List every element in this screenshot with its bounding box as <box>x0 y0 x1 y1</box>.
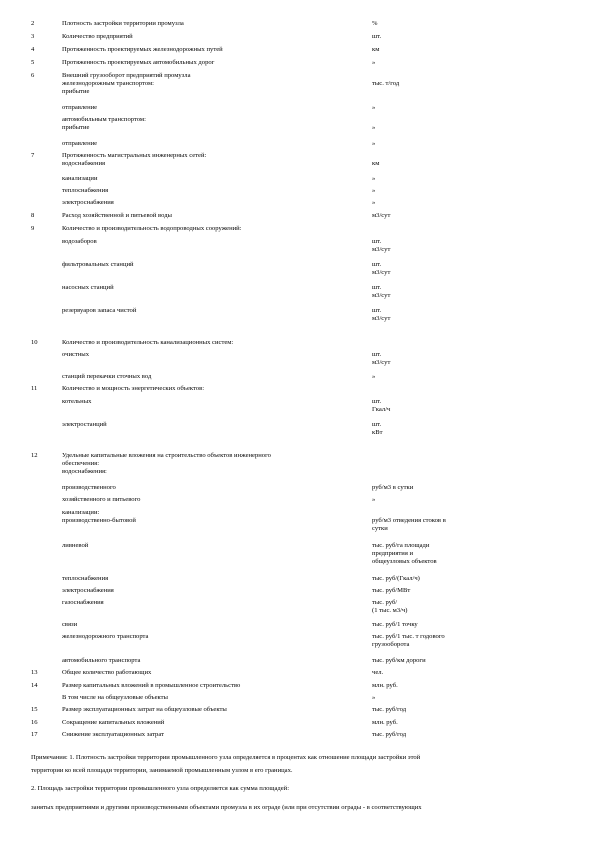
indicator-name <box>62 339 362 347</box>
indicator-name-line: Протяженность магистральных инженерных сетей: <box>62 152 207 159</box>
indicator-name-line: Количество и производительность водопроводных сооружений: <box>62 225 242 232</box>
indicator-name <box>62 175 362 183</box>
row-number <box>31 104 33 112</box>
indicator-name <box>62 261 362 269</box>
unit <box>372 657 482 665</box>
indicator-name-line: Внешний грузооборот предприятий промузла <box>62 72 191 79</box>
indicator-name-line: Общее количество работающих <box>62 669 152 676</box>
indicator-name-line: Удельные капитальные вложения на строительство объектов инженерного <box>62 452 271 459</box>
unit-line: » <box>372 124 376 132</box>
indicator-name-line: автомобильного транспорта <box>62 657 141 664</box>
row-number: 8 <box>31 212 35 219</box>
unit-line: чел. <box>372 669 384 676</box>
indicator-name-line: связи <box>62 621 78 628</box>
indicator-name-line: теплоснабжения <box>62 187 109 194</box>
unit <box>372 46 482 54</box>
unit <box>372 421 482 437</box>
indicator-name <box>62 599 362 607</box>
unit <box>372 212 482 220</box>
indicator-name-line: Количество и мощность энергетических объектов: <box>62 385 205 392</box>
unit-line: км <box>372 46 380 53</box>
unit <box>372 72 482 88</box>
row-number: 12 <box>31 452 38 459</box>
unit-line: тыс. руб/МВт <box>372 587 411 594</box>
indicator-name <box>62 59 362 67</box>
indicator-name-line: электроснабжения <box>62 199 114 206</box>
indicator-name-line: котельных <box>62 398 92 405</box>
row-number <box>31 621 33 629</box>
unit-line: тыс. руб/ <box>372 599 398 606</box>
row-number <box>31 587 33 595</box>
indicator-name-line: электроснабжения <box>62 587 114 594</box>
unit <box>372 496 482 504</box>
indicator-name <box>62 72 362 96</box>
indicator-name-line: Расход хозяйственной и питьевой воды <box>62 212 172 219</box>
indicator-name <box>62 633 362 641</box>
indicator-name <box>62 587 362 595</box>
unit <box>372 225 482 233</box>
unit <box>372 116 482 132</box>
row-number <box>31 509 33 517</box>
unit-line: » <box>372 140 376 147</box>
unit-line: » <box>372 199 376 206</box>
row-number <box>31 575 33 583</box>
note-line: 2. Площадь застройки территории промышленного узла определяется как сумма площадей: <box>31 785 290 792</box>
row-number <box>31 238 33 246</box>
indicator-name-line: Размер капитальных вложений в промышленное строительство <box>62 682 241 689</box>
indicator-name-line: фильтровальных станций <box>62 261 134 268</box>
unit-line: шт. <box>372 398 382 405</box>
indicator-name-line: водоснабжения: <box>62 468 107 476</box>
indicator-name <box>62 116 362 132</box>
indicator-name-line: ливневой <box>62 542 89 549</box>
row-number <box>31 307 33 315</box>
indicator-name <box>62 307 362 315</box>
indicator-name <box>62 731 362 739</box>
unit <box>372 621 482 629</box>
indicator-name <box>62 104 362 112</box>
indicator-name-line: электростанций <box>62 421 107 428</box>
note-line: Примечания: 1. Плотность застройки территории промышленного узла определяется в процентах как отношение площади застройки этой <box>31 754 421 761</box>
indicator-name-line: Сокращение капитальных вложений <box>62 719 165 726</box>
unit <box>372 694 482 702</box>
unit-line <box>372 385 482 393</box>
unit <box>372 542 482 566</box>
unit <box>372 33 482 41</box>
row-number <box>31 351 33 359</box>
indicator-name-line: обеспечения: <box>62 460 100 468</box>
indicator-name <box>62 398 362 406</box>
indicator-name-line: Протяженность проектируемых железнодорожных путей <box>62 46 223 53</box>
note-line: занятых предприятиями и другими производственными объектами промузла в их ограде (или при отсутствии ограды - в соответствующих <box>31 804 422 811</box>
indicator-name <box>62 140 362 148</box>
unit-line: » <box>372 694 376 701</box>
indicator-name-line: Протяженность проектируемых автомобильных дорог <box>62 59 215 66</box>
indicator-name <box>62 496 362 504</box>
unit-line: кВт <box>372 429 383 437</box>
indicator-name-line: хозяйственного и питьевого <box>62 496 141 503</box>
row-number: 2 <box>31 20 35 27</box>
unit-line <box>372 116 482 124</box>
indicator-name <box>62 212 362 220</box>
indicator-name-line: теплоснабжения <box>62 575 109 582</box>
indicator-name-line: Количество предприятий <box>62 33 133 40</box>
indicator-name <box>62 669 362 677</box>
unit <box>372 261 482 277</box>
row-number: 15 <box>31 706 38 713</box>
unit <box>372 575 482 583</box>
unit-line: тыс. руб/1 точку <box>372 621 418 628</box>
unit <box>372 509 482 533</box>
indicator-name-line: водозаборов <box>62 238 97 245</box>
unit-line: м3/сут <box>372 269 391 277</box>
indicator-name-line: производственного <box>62 484 116 491</box>
row-number <box>31 116 33 124</box>
unit-line: млн. руб. <box>372 719 398 726</box>
unit-line: м3/сут <box>372 359 391 367</box>
indicator-name <box>62 657 362 665</box>
unit <box>372 599 482 615</box>
row-number: 5 <box>31 59 35 66</box>
unit <box>372 719 482 727</box>
unit <box>372 307 482 323</box>
indicator-name <box>62 484 362 492</box>
unit <box>372 284 482 300</box>
unit <box>372 398 482 414</box>
unit-line: (1 тыс. м3/ч) <box>372 607 408 615</box>
unit-line <box>372 339 482 347</box>
unit-line: шт. <box>372 351 382 358</box>
unit <box>372 351 482 367</box>
indicator-name-line: очистных <box>62 351 90 358</box>
row-number: 3 <box>31 33 35 40</box>
unit-line: шт. <box>372 421 382 428</box>
indicator-name <box>62 575 362 583</box>
unit <box>372 731 482 739</box>
row-number <box>31 187 33 195</box>
unit-line <box>372 152 482 160</box>
unit <box>372 140 482 148</box>
indicator-name-line: отправление <box>62 140 98 147</box>
row-number <box>31 261 33 269</box>
note-paragraph <box>31 783 571 796</box>
indicator-name <box>62 20 362 28</box>
row-number: 9 <box>31 225 35 232</box>
indicator-name-line: Количество и производительность канализационных систем: <box>62 339 234 346</box>
unit-line: » <box>372 104 376 111</box>
unit-line: м3/сут <box>372 292 391 300</box>
unit-line: » <box>372 496 376 503</box>
indicator-name <box>62 509 362 525</box>
indicator-name <box>62 33 362 41</box>
row-number <box>31 398 33 406</box>
unit-line: » <box>372 175 376 182</box>
unit-line: тыс. руб/га площади <box>372 542 430 549</box>
unit <box>372 682 482 690</box>
indicator-name-line: железнодорожного транспорта <box>62 633 149 640</box>
row-number: 10 <box>31 339 38 346</box>
unit <box>372 104 482 112</box>
unit <box>372 587 482 595</box>
unit-line: км <box>372 160 380 168</box>
row-number <box>31 199 33 207</box>
indicator-name-line: отправление <box>62 104 98 111</box>
unit-line: м3/сут <box>372 315 391 323</box>
row-number <box>31 284 33 292</box>
indicator-name <box>62 421 362 429</box>
row-number: 17 <box>31 731 38 738</box>
unit-line <box>372 225 482 233</box>
row-number <box>31 496 33 504</box>
indicator-name-line: Снижение эксплуатационных затрат <box>62 731 164 738</box>
indicator-name <box>62 199 362 207</box>
indicator-name <box>62 452 362 476</box>
row-number: 11 <box>31 385 38 392</box>
indicator-name <box>62 694 362 702</box>
unit-line: шт. <box>372 33 382 40</box>
unit-line: тыс. руб/год <box>372 706 407 713</box>
indicator-name-line: Размер эксплуатационных затрат на общеузловые объекты <box>62 706 227 713</box>
indicator-name-line: канализации: <box>62 509 100 516</box>
indicator-name-line: прибытие <box>62 124 90 132</box>
indicator-name-line: насосных станций <box>62 284 114 291</box>
note-line: территории ко всей площади территории, занимаемой промышленным узлом в его границах. <box>31 766 293 774</box>
indicator-name-line: железнодорожным транспортом: <box>62 80 154 88</box>
indicator-name-line: газоснабжения <box>62 599 104 606</box>
unit <box>372 339 482 347</box>
unit-line: руб/м3 в сутки <box>372 484 414 491</box>
indicator-name-line: станций перекачки сточных вод <box>62 373 152 380</box>
unit-line: сутки <box>372 525 388 533</box>
unit <box>372 706 482 714</box>
unit <box>372 452 482 460</box>
unit <box>372 373 482 381</box>
unit-line: тыс. т/год <box>372 80 400 88</box>
unit-line: грузооборота <box>372 641 410 649</box>
indicator-name <box>62 351 362 359</box>
row-number: 13 <box>31 669 38 676</box>
unit <box>372 238 482 254</box>
row-number <box>31 421 33 429</box>
note-paragraph <box>31 752 571 777</box>
indicator-name-line: канализации <box>62 175 98 182</box>
indicator-name <box>62 719 362 727</box>
row-number: 6 <box>31 72 35 79</box>
note-paragraph <box>31 802 571 815</box>
indicator-name <box>62 682 362 690</box>
unit-line: шт. <box>372 284 382 291</box>
indicator-name <box>62 284 362 292</box>
unit <box>372 484 482 492</box>
unit-line: млн. руб. <box>372 682 398 689</box>
indicator-name <box>62 542 362 550</box>
unit <box>372 152 482 168</box>
unit-line: Гкал/ч <box>372 406 391 414</box>
unit-line: тыс. руб/(Гкал/ч) <box>372 575 420 582</box>
indicator-name-line: Плотность застройки территории промузла <box>62 20 184 27</box>
unit <box>372 20 482 28</box>
indicator-name-line: производственно-бытовой <box>62 517 136 525</box>
indicator-name <box>62 46 362 54</box>
indicator-name <box>62 706 362 714</box>
row-number <box>31 484 33 492</box>
row-number: 16 <box>31 719 38 726</box>
unit <box>372 385 482 393</box>
unit-line: предприятия и <box>372 550 414 558</box>
unit-line: тыс. руб/км дороги <box>372 657 426 664</box>
indicator-name-line: В том числе на общеузловые объекты <box>62 694 168 701</box>
unit-line: руб/м3 отведения стоков в <box>372 517 446 525</box>
unit-line: шт. <box>372 307 382 314</box>
unit-line: м3/сут <box>372 246 391 254</box>
unit-line: » <box>372 187 376 194</box>
row-number: 4 <box>31 46 35 53</box>
unit-line <box>372 72 482 80</box>
unit-line: м3/сут <box>372 212 391 219</box>
row-number <box>31 542 33 550</box>
row-number <box>31 657 33 665</box>
row-number <box>31 373 33 381</box>
row-number: 14 <box>31 682 38 689</box>
indicator-name-line: водоснабжения <box>62 160 106 168</box>
unit-line: шт. <box>372 261 382 268</box>
unit-line: тыс. руб/1 тыс. т годового <box>372 633 445 640</box>
unit <box>372 199 482 207</box>
unit <box>372 175 482 183</box>
unit-line: » <box>372 59 376 66</box>
indicator-name <box>62 238 362 246</box>
indicator-name <box>62 373 362 381</box>
unit <box>372 187 482 195</box>
indicator-name <box>62 187 362 195</box>
indicator-name <box>62 385 362 393</box>
indicator-name-line: автомобильным транспортом: <box>62 116 146 123</box>
unit <box>372 669 482 677</box>
unit-line <box>372 509 482 517</box>
row-number: 7 <box>31 152 35 159</box>
unit-line: % <box>372 20 378 27</box>
row-number <box>31 633 33 641</box>
unit <box>372 59 482 67</box>
indicator-name-line: резервуаров запаса чистой <box>62 307 137 314</box>
unit-line: » <box>372 373 376 380</box>
indicator-name <box>62 225 362 233</box>
row-number <box>31 599 33 607</box>
indicator-name <box>62 152 362 168</box>
unit-line: шт. <box>372 238 382 245</box>
row-number <box>31 140 33 148</box>
unit-line: тыс. руб/год <box>372 731 407 738</box>
indicator-name-line: прибытие <box>62 88 90 96</box>
indicator-name <box>62 621 362 629</box>
unit-line: общеузловых объектов <box>372 558 437 566</box>
row-number <box>31 175 33 183</box>
row-number <box>31 694 33 702</box>
unit-line <box>372 452 482 460</box>
unit <box>372 633 482 649</box>
